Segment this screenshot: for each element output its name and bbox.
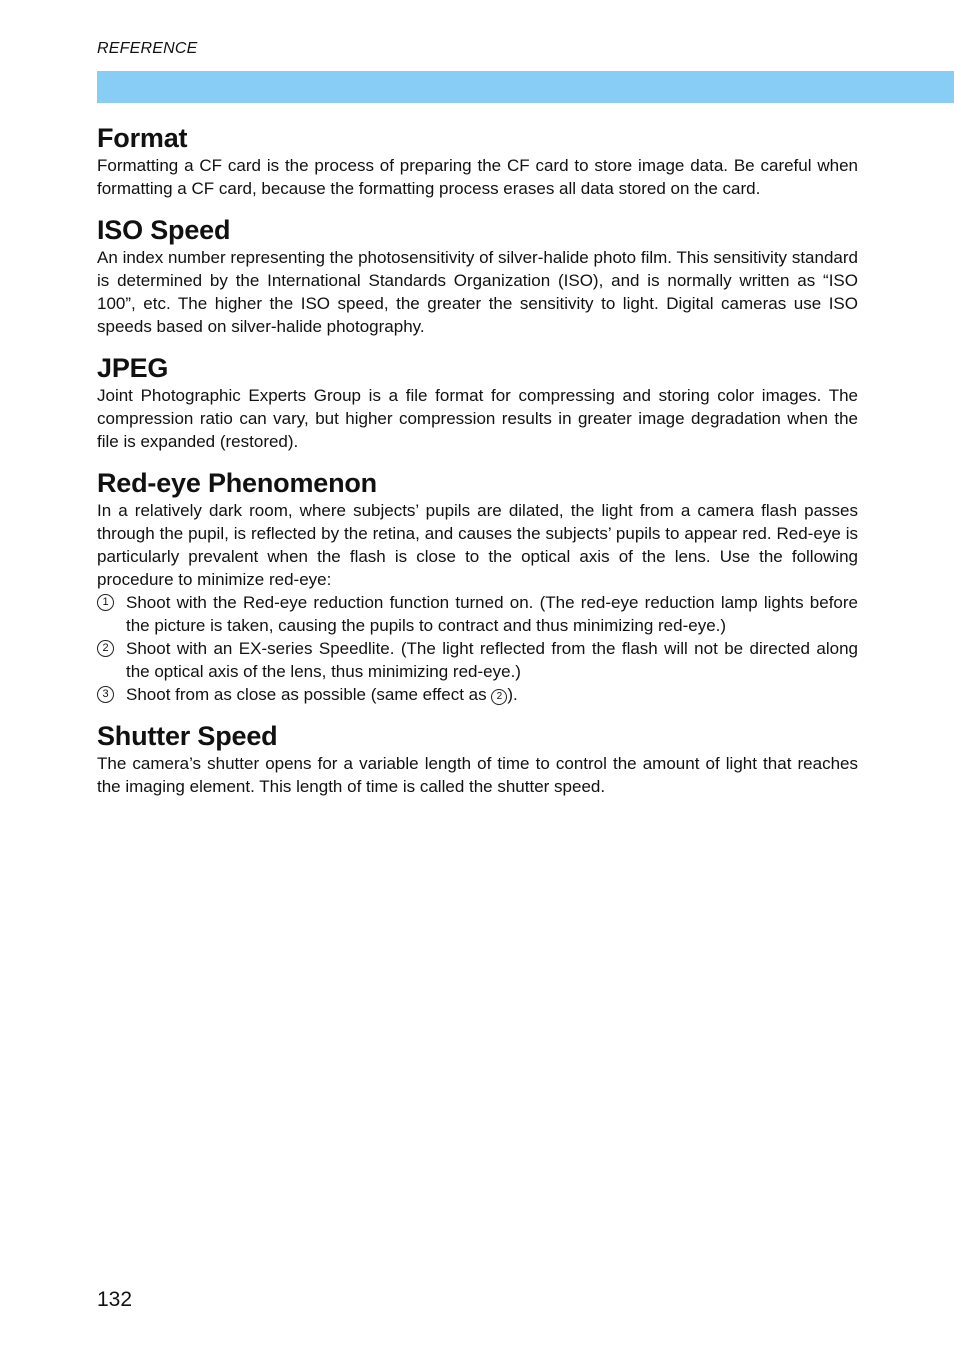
section-jpeg bbox=[97, 352, 858, 453]
section-body-jpeg: Joint Photographic Experts Group is a file format for compressing and storing color images. The compression ratio can vary, but higher compression results in greater image degradation when the file is expanded (restored). bbox=[97, 386, 858, 451]
section-title-red-eye: Red-eye Phenomenon bbox=[97, 468, 377, 498]
running-head: REFERENCE bbox=[97, 40, 198, 57]
step-text: Shoot with the Red-eye reduction function turned on. (The red-eye reduction lamp lights before the picture is taken, causing the pupils to contract and thus minimizing red-eye.) bbox=[126, 593, 858, 635]
section-title-iso-speed: ISO Speed bbox=[97, 215, 231, 245]
step-number-badge: 3 bbox=[97, 686, 114, 703]
section-format bbox=[97, 122, 858, 200]
section-red-eye bbox=[97, 467, 858, 706]
step-text-after: ). bbox=[507, 685, 518, 704]
red-eye-steps bbox=[97, 591, 858, 706]
section-body-iso-speed: An index number representing the photosensitivity of silver-halide photo film. This sensitivity standard is determined by the International Standards Organization (ISO), and is normally written as “ISO 100”, etc. The higher the ISO speed, the greater the sensitivity to light. Digital cameras use ISO speeds based on silver-halide photography. bbox=[97, 248, 858, 336]
section-title-shutter-speed: Shutter Speed bbox=[97, 721, 278, 751]
section-title-jpeg: JPEG bbox=[97, 353, 169, 383]
step-text: Shoot with an EX-series Speedlite. (The light reflected from the flash will not be directed along the optical axis of the lens, thus minimizing red-eye.) bbox=[126, 639, 858, 681]
step-number-badge: 2 bbox=[97, 640, 114, 657]
list-item bbox=[97, 637, 858, 683]
section-body-format: Formatting a CF card is the process of preparing the CF card to store image data. Be careful when formatting a CF card, because the formatting process erases all data stored on the card. bbox=[97, 156, 858, 198]
step-text-before: Shoot from as close as possible (same effect as bbox=[126, 685, 492, 704]
section-body-shutter-speed: The camera’s shutter opens for a variable length of time to control the amount of light that reaches the imaging element. This length of time is called the shutter speed. bbox=[97, 754, 858, 796]
section-iso-speed bbox=[97, 214, 858, 338]
section-body-red-eye: In a relatively dark room, where subjects’ pupils are dilated, the light from a camera flash passes through the pupil, is reflected by the retina, and causes the subjects’ pupils to appear red. Red-eye is particularly prevalent when the flash is close to the optical axis of the lens. Use the following procedure to minimize red-eye: bbox=[97, 501, 858, 589]
glossary-content bbox=[97, 122, 858, 812]
page-number: 132 bbox=[97, 1288, 133, 1311]
section-shutter-speed bbox=[97, 720, 858, 798]
section-title-bar bbox=[97, 71, 954, 103]
step-reference-badge: 2 bbox=[491, 689, 507, 705]
section-title-format: Format bbox=[97, 123, 188, 153]
step-number-badge: 1 bbox=[97, 594, 114, 611]
list-item bbox=[97, 683, 858, 706]
list-item bbox=[97, 591, 858, 637]
